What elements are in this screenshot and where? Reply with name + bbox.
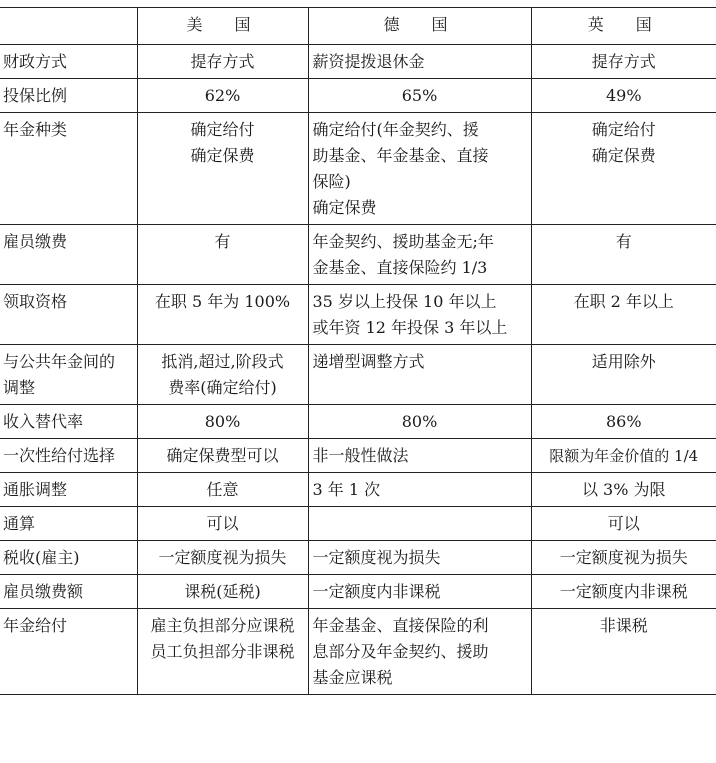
row-label: 年金给付 [0, 609, 137, 695]
cell-usa: 80% [137, 405, 308, 439]
cell-usa: 任意 [137, 473, 308, 507]
table-row [0, 609, 716, 695]
cell-usa: 在职 5 年为 100% [137, 285, 308, 345]
row-label: 通算 [0, 507, 137, 541]
table-row [0, 541, 716, 575]
row-label: 通胀调整 [0, 473, 137, 507]
cell-germany: 递增型调整方式 [308, 345, 531, 405]
cell-uk: 在职 2 年以上 [531, 285, 716, 345]
row-label: 税收(雇主) [0, 541, 137, 575]
table-row [0, 45, 716, 79]
header-row [0, 8, 716, 45]
cell-germany: 确定给付(年金契约、援 助基金、年金基金、直接 保险) 确定保费 [308, 113, 531, 225]
row-label: 收入替代率 [0, 405, 137, 439]
row-label: 一次性给付选择 [0, 439, 137, 473]
cell-uk: 提存方式 [531, 45, 716, 79]
cell-uk: 确定给付 确定保费 [531, 113, 716, 225]
table-row [0, 225, 716, 285]
row-label: 投保比例 [0, 79, 137, 113]
row-label: 与公共年金间的 调整 [0, 345, 137, 405]
header-usa: 美 国 [137, 8, 308, 45]
table-row [0, 113, 716, 225]
cell-uk: 限额为年金价值的 1/4 [531, 439, 716, 473]
row-label: 领取资格 [0, 285, 137, 345]
cell-germany [308, 507, 531, 541]
table-row [0, 575, 716, 609]
table-row [0, 439, 716, 473]
cell-usa: 62% [137, 79, 308, 113]
cell-usa: 课税(延税) [137, 575, 308, 609]
cell-uk: 86% [531, 405, 716, 439]
cell-germany: 一定额度内非课税 [308, 575, 531, 609]
cell-germany: 35 岁以上投保 10 年以上 或年资 12 年投保 3 年以上 [308, 285, 531, 345]
cell-usa: 确定给付 确定保费 [137, 113, 308, 225]
cell-germany: 65% [308, 79, 531, 113]
header-blank [0, 8, 137, 45]
cell-germany: 薪资提拨退休金 [308, 45, 531, 79]
table-row [0, 507, 716, 541]
cell-uk: 一定额度视为损失 [531, 541, 716, 575]
comparison-table [0, 7, 716, 695]
cell-germany: 一定额度视为损失 [308, 541, 531, 575]
table-row [0, 79, 716, 113]
table-row [0, 285, 716, 345]
cell-germany: 3 年 1 次 [308, 473, 531, 507]
cell-usa: 一定额度视为损失 [137, 541, 308, 575]
table-row [0, 345, 716, 405]
row-label: 雇员缴费 [0, 225, 137, 285]
cell-germany: 80% [308, 405, 531, 439]
cell-usa: 确定保费型可以 [137, 439, 308, 473]
cell-uk: 一定额度内非课税 [531, 575, 716, 609]
cell-usa: 抵消,超过,阶段式 费率(确定给付) [137, 345, 308, 405]
row-label: 年金种类 [0, 113, 137, 225]
cell-usa: 雇主负担部分应课税 员工负担部分非课税 [137, 609, 308, 695]
cell-uk: 非课税 [531, 609, 716, 695]
cell-uk: 以 3% 为限 [531, 473, 716, 507]
cell-uk: 有 [531, 225, 716, 285]
header-uk: 英 国 [531, 8, 716, 45]
row-label: 财政方式 [0, 45, 137, 79]
header-germany: 德 国 [308, 8, 531, 45]
cell-germany: 年金契约、援助基金无;年 金基金、直接保险约 1/3 [308, 225, 531, 285]
row-label: 雇员缴费额 [0, 575, 137, 609]
cell-usa: 可以 [137, 507, 308, 541]
cell-uk: 49% [531, 79, 716, 113]
table-row [0, 473, 716, 507]
cell-germany: 非一般性做法 [308, 439, 531, 473]
cell-uk: 可以 [531, 507, 716, 541]
cell-usa: 有 [137, 225, 308, 285]
cell-germany: 年金基金、直接保险的利 息部分及年金契约、援助 基金应课税 [308, 609, 531, 695]
table-row [0, 405, 716, 439]
cell-usa: 提存方式 [137, 45, 308, 79]
cell-uk: 适用除外 [531, 345, 716, 405]
